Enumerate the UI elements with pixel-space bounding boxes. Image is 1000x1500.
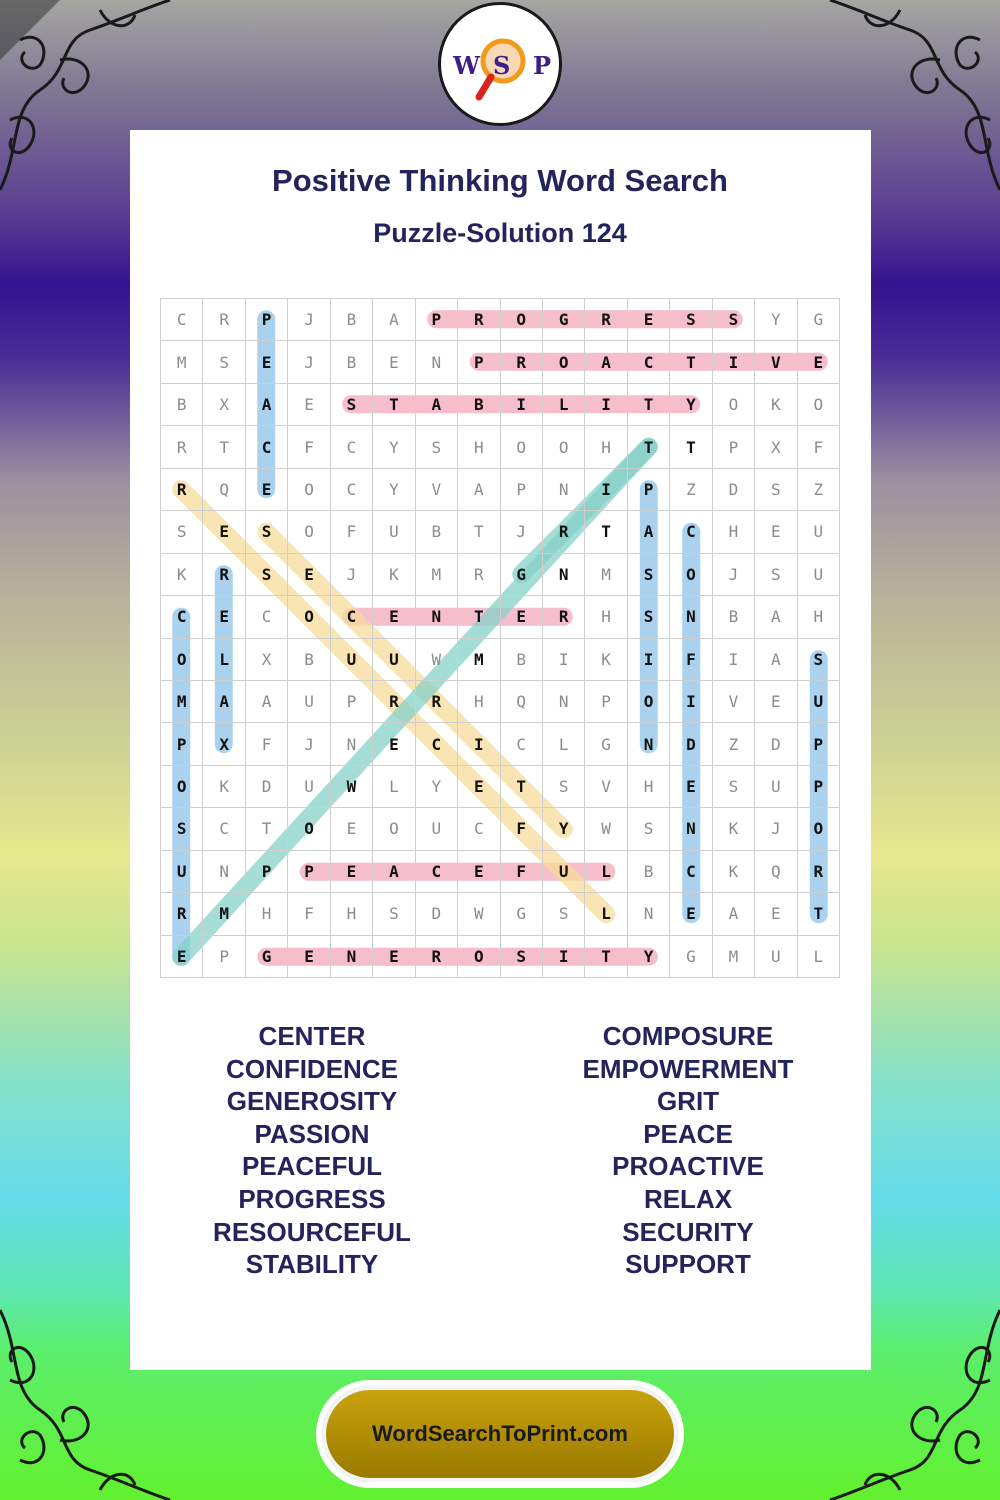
grid-cell: T bbox=[203, 426, 245, 468]
grid-cell: U bbox=[798, 511, 840, 553]
grid-cell: O bbox=[161, 766, 203, 808]
grid-cell: Z bbox=[798, 469, 840, 511]
grid-cell: U bbox=[331, 639, 373, 681]
grid-cell: A bbox=[246, 681, 288, 723]
grid-cell: E bbox=[203, 596, 245, 638]
word-list-item: COMPOSURE bbox=[602, 1021, 774, 1051]
grid-cell: V bbox=[755, 341, 797, 383]
letter-grid bbox=[160, 298, 840, 978]
grid-cell: S bbox=[628, 596, 670, 638]
grid-cell: J bbox=[288, 341, 330, 383]
grid-cell: T bbox=[246, 808, 288, 850]
grid-cell: P bbox=[246, 299, 288, 341]
grid-cell: E bbox=[458, 851, 500, 893]
grid-cell: R bbox=[798, 851, 840, 893]
grid-cell: I bbox=[458, 723, 500, 765]
grid-cell: J bbox=[755, 808, 797, 850]
grid-cell: E bbox=[288, 936, 330, 978]
grid-cell: M bbox=[585, 554, 627, 596]
grid-cell: I bbox=[585, 384, 627, 426]
site-link-button[interactable]: WordSearchToPrint.com bbox=[322, 1386, 678, 1482]
logo-letter-s: S bbox=[493, 51, 511, 80]
grid-cell: I bbox=[713, 341, 755, 383]
grid-cell: I bbox=[501, 384, 543, 426]
grid-cell: E bbox=[755, 511, 797, 553]
grid-cell: F bbox=[331, 511, 373, 553]
grid-cell: G bbox=[501, 554, 543, 596]
grid-cell: E bbox=[331, 851, 373, 893]
grid-cell: X bbox=[246, 639, 288, 681]
grid-cell: C bbox=[161, 596, 203, 638]
grid-cell: R bbox=[458, 554, 500, 596]
word-list-right bbox=[538, 1020, 838, 1281]
grid-cell: E bbox=[161, 936, 203, 978]
grid-cell: F bbox=[288, 893, 330, 935]
grid-cell: X bbox=[203, 723, 245, 765]
grid-cell: S bbox=[246, 554, 288, 596]
grid-cell: P bbox=[203, 936, 245, 978]
grid-cell: E bbox=[373, 341, 415, 383]
grid-cell: S bbox=[628, 808, 670, 850]
grid-cell: H bbox=[458, 681, 500, 723]
grid-cell: N bbox=[416, 341, 458, 383]
grid-cell: S bbox=[543, 766, 585, 808]
logo-letter-p: P bbox=[533, 51, 552, 80]
grid-cell: K bbox=[585, 639, 627, 681]
grid-cell: N bbox=[543, 681, 585, 723]
grid-cell: O bbox=[628, 681, 670, 723]
grid-cell: F bbox=[501, 808, 543, 850]
word-list-item: GENEROSITY bbox=[226, 1086, 398, 1117]
grid-cell: H bbox=[713, 511, 755, 553]
grid-cell: N bbox=[416, 596, 458, 638]
grid-cell: K bbox=[203, 766, 245, 808]
grid-cell: U bbox=[416, 808, 458, 850]
grid-cell: R bbox=[416, 681, 458, 723]
grid-cell: A bbox=[373, 851, 415, 893]
grid-cell: T bbox=[670, 426, 712, 468]
grid-cell: H bbox=[585, 596, 627, 638]
grid-cell: S bbox=[373, 893, 415, 935]
grid-cell: K bbox=[373, 554, 415, 596]
grid-cell: L bbox=[585, 851, 627, 893]
grid-cell: N bbox=[543, 469, 585, 511]
grid-cell: Y bbox=[373, 426, 415, 468]
grid-cell: E bbox=[670, 893, 712, 935]
grid-cell: P bbox=[628, 469, 670, 511]
grid-cell: M bbox=[161, 681, 203, 723]
grid-cell: C bbox=[246, 596, 288, 638]
grid-cell: E bbox=[458, 766, 500, 808]
grid-cell: Y bbox=[373, 469, 415, 511]
grid-cell: E bbox=[755, 681, 797, 723]
grid-cell: O bbox=[543, 426, 585, 468]
grid-cell: T bbox=[585, 511, 627, 553]
grid-cell: D bbox=[416, 893, 458, 935]
word-list-item: SUPPORT bbox=[625, 1249, 751, 1280]
grid-cell: C bbox=[203, 808, 245, 850]
grid-cell: A bbox=[585, 341, 627, 383]
grid-cell: B bbox=[288, 639, 330, 681]
grid-cell: W bbox=[331, 766, 373, 808]
grid-cell: B bbox=[713, 596, 755, 638]
grid-cell: N bbox=[628, 893, 670, 935]
grid-cell: E bbox=[246, 341, 288, 383]
grid-cell: G bbox=[543, 299, 585, 341]
grid-cell: E bbox=[373, 596, 415, 638]
grid-cell: O bbox=[161, 639, 203, 681]
grid-cell: J bbox=[288, 723, 330, 765]
grid-cell: B bbox=[458, 384, 500, 426]
grid-cell: V bbox=[585, 766, 627, 808]
grid-cell: L bbox=[543, 723, 585, 765]
grid-cell: E bbox=[798, 341, 840, 383]
grid-cell: J bbox=[501, 511, 543, 553]
grid-cell: S bbox=[713, 299, 755, 341]
grid-cell: L bbox=[203, 639, 245, 681]
grid-cell: L bbox=[373, 766, 415, 808]
grid-cell: T bbox=[458, 596, 500, 638]
grid-cell: L bbox=[543, 384, 585, 426]
grid-cell: I bbox=[713, 639, 755, 681]
grid-cell: S bbox=[543, 893, 585, 935]
grid-cell: W bbox=[416, 639, 458, 681]
grid-cell: G bbox=[798, 299, 840, 341]
grid-cell: Q bbox=[501, 681, 543, 723]
grid-cell: L bbox=[798, 936, 840, 978]
grid-cell: F bbox=[501, 851, 543, 893]
grid-cell: N bbox=[628, 723, 670, 765]
grid-cell: E bbox=[331, 808, 373, 850]
grid-cell: F bbox=[246, 723, 288, 765]
grid-cell: P bbox=[331, 681, 373, 723]
grid-cell: E bbox=[670, 766, 712, 808]
grid-cell: A bbox=[628, 511, 670, 553]
grid-cell: S bbox=[416, 426, 458, 468]
word-list-item: CENTER bbox=[258, 1021, 366, 1051]
grid-cell: J bbox=[288, 299, 330, 341]
grid-cell: R bbox=[161, 426, 203, 468]
word-list-item: STABILITY bbox=[245, 1249, 379, 1280]
grid-cell: G bbox=[585, 723, 627, 765]
grid-cell: B bbox=[628, 851, 670, 893]
grid-cell: C bbox=[670, 851, 712, 893]
grid-cell: U bbox=[161, 851, 203, 893]
grid-cell: U bbox=[288, 766, 330, 808]
grid-cell: S bbox=[755, 554, 797, 596]
grid-cell: S bbox=[798, 639, 840, 681]
grid-cell: E bbox=[288, 384, 330, 426]
grid-cell: E bbox=[373, 936, 415, 978]
word-list-item: PEACE bbox=[643, 1118, 733, 1149]
grid-cell: T bbox=[628, 384, 670, 426]
grid-cell: P bbox=[713, 426, 755, 468]
page-subtitle: Puzzle-Solution 124 bbox=[373, 218, 627, 248]
grid-cell: E bbox=[373, 723, 415, 765]
grid-cell: Y bbox=[628, 936, 670, 978]
grid-cell: V bbox=[713, 681, 755, 723]
grid-cell: R bbox=[501, 341, 543, 383]
grid-cell: P bbox=[798, 766, 840, 808]
grid-cell: N bbox=[670, 596, 712, 638]
grid-cell: J bbox=[713, 554, 755, 596]
grid-cell: O bbox=[798, 808, 840, 850]
grid-cell: D bbox=[755, 723, 797, 765]
grid-cell: S bbox=[161, 511, 203, 553]
grid-cell: R bbox=[585, 299, 627, 341]
grid-cell: F bbox=[288, 426, 330, 468]
grid-cell: K bbox=[161, 554, 203, 596]
grid-cell: V bbox=[416, 469, 458, 511]
grid-cell: P bbox=[288, 851, 330, 893]
grid-cell: K bbox=[713, 851, 755, 893]
grid-cell: O bbox=[713, 384, 755, 426]
grid-cell: O bbox=[373, 808, 415, 850]
grid-cell: M bbox=[713, 936, 755, 978]
grid-cell: Y bbox=[670, 384, 712, 426]
grid-cell: T bbox=[585, 936, 627, 978]
grid-cell: P bbox=[585, 681, 627, 723]
grid-cell: C bbox=[331, 426, 373, 468]
grid-cell: R bbox=[373, 681, 415, 723]
word-list-item: RELAX bbox=[643, 1183, 733, 1214]
grid-cell: R bbox=[161, 893, 203, 935]
grid-cell: G bbox=[670, 936, 712, 978]
grid-cell: B bbox=[331, 299, 373, 341]
grid-cell: P bbox=[161, 723, 203, 765]
grid-cell: U bbox=[798, 681, 840, 723]
grid-cell: D bbox=[713, 469, 755, 511]
grid-cell: N bbox=[331, 723, 373, 765]
grid-cell: H bbox=[458, 426, 500, 468]
grid-cell: C bbox=[416, 851, 458, 893]
grid-cell: R bbox=[543, 596, 585, 638]
grid-cell: A bbox=[458, 469, 500, 511]
grid-cell: Z bbox=[713, 723, 755, 765]
grid-cell: A bbox=[203, 681, 245, 723]
grid-cell: C bbox=[670, 511, 712, 553]
grid-cell: O bbox=[288, 596, 330, 638]
grid-cell: G bbox=[246, 936, 288, 978]
grid-cell: C bbox=[458, 808, 500, 850]
word-list-item: GRIT bbox=[656, 1086, 720, 1117]
grid-cell: Y bbox=[755, 299, 797, 341]
grid-cell: I bbox=[543, 936, 585, 978]
grid-cell: E bbox=[628, 299, 670, 341]
grid-cell: U bbox=[288, 681, 330, 723]
grid-cell: R bbox=[203, 554, 245, 596]
grid-cell: C bbox=[628, 341, 670, 383]
grid-cell: W bbox=[585, 808, 627, 850]
grid-cell: S bbox=[755, 469, 797, 511]
grid-cell: O bbox=[543, 341, 585, 383]
word-list-item: PEACEFUL bbox=[241, 1151, 383, 1182]
grid-cell: O bbox=[798, 384, 840, 426]
grid-cell: Z bbox=[670, 469, 712, 511]
grid-cell: C bbox=[416, 723, 458, 765]
grid-cell: N bbox=[331, 936, 373, 978]
grid-cell: N bbox=[543, 554, 585, 596]
grid-cell: S bbox=[713, 766, 755, 808]
grid-cell: F bbox=[798, 426, 840, 468]
grid-cell: C bbox=[331, 469, 373, 511]
grid-cell: G bbox=[501, 893, 543, 935]
grid-cell: P bbox=[416, 299, 458, 341]
grid-cell: P bbox=[458, 341, 500, 383]
grid-cell: S bbox=[246, 511, 288, 553]
grid-cell: O bbox=[458, 936, 500, 978]
grid-cell: O bbox=[670, 554, 712, 596]
grid-cell: C bbox=[331, 596, 373, 638]
word-list-item: CONFIDENCE bbox=[226, 1053, 398, 1084]
grid-cell: R bbox=[203, 299, 245, 341]
grid-cell: E bbox=[288, 554, 330, 596]
grid-cell: T bbox=[373, 384, 415, 426]
grid-cell: P bbox=[798, 723, 840, 765]
grid-cell: P bbox=[501, 469, 543, 511]
grid-cell: R bbox=[458, 299, 500, 341]
grid-cell: Y bbox=[543, 808, 585, 850]
grid-cell: A bbox=[416, 384, 458, 426]
grid-cell: C bbox=[246, 426, 288, 468]
word-list-item: SECURITY bbox=[622, 1216, 754, 1247]
grid-cell: I bbox=[628, 639, 670, 681]
grid-cell: C bbox=[161, 299, 203, 341]
grid-cell: Y bbox=[416, 766, 458, 808]
grid-cell: M bbox=[458, 639, 500, 681]
grid-cell: I bbox=[670, 681, 712, 723]
grid-cell: A bbox=[755, 596, 797, 638]
grid-cell: Q bbox=[755, 851, 797, 893]
grid-cell: T bbox=[458, 511, 500, 553]
grid-cell: A bbox=[373, 299, 415, 341]
grid-cell: S bbox=[161, 808, 203, 850]
logo-letter-w: W bbox=[453, 51, 480, 80]
grid-cell: O bbox=[288, 469, 330, 511]
grid-cell: S bbox=[628, 554, 670, 596]
grid-cell: M bbox=[203, 893, 245, 935]
grid-cell: I bbox=[585, 469, 627, 511]
grid-cell: B bbox=[416, 511, 458, 553]
grid-cell: K bbox=[755, 384, 797, 426]
grid-cell: S bbox=[501, 936, 543, 978]
grid-cell: O bbox=[501, 299, 543, 341]
grid-cell: S bbox=[203, 341, 245, 383]
grid-cell: J bbox=[331, 554, 373, 596]
grid-cell: C bbox=[501, 723, 543, 765]
grid-cell: R bbox=[543, 511, 585, 553]
grid-cell: R bbox=[416, 936, 458, 978]
grid-cell: H bbox=[331, 893, 373, 935]
grid-cell: R bbox=[161, 469, 203, 511]
grid-cell: U bbox=[798, 554, 840, 596]
word-list-item: PROGRESS bbox=[238, 1183, 386, 1214]
grid-cell: E bbox=[501, 596, 543, 638]
grid-cell: M bbox=[161, 341, 203, 383]
wsp-logo bbox=[438, 2, 562, 126]
grid-cell: H bbox=[246, 893, 288, 935]
grid-cell: S bbox=[670, 299, 712, 341]
grid-cell: E bbox=[755, 893, 797, 935]
grid-cell: A bbox=[755, 639, 797, 681]
grid-cell: H bbox=[585, 426, 627, 468]
grid-cell: A bbox=[713, 893, 755, 935]
word-list-item: PROACTIVE bbox=[612, 1151, 764, 1182]
grid-cell: P bbox=[246, 851, 288, 893]
grid-cell: E bbox=[203, 511, 245, 553]
grid-cell: X bbox=[203, 384, 245, 426]
grid-cell: O bbox=[501, 426, 543, 468]
grid-cell: M bbox=[416, 554, 458, 596]
grid-cell: Q bbox=[203, 469, 245, 511]
grid-cell: A bbox=[246, 384, 288, 426]
grid-cell: N bbox=[670, 808, 712, 850]
word-list-item: PASSION bbox=[254, 1118, 370, 1149]
grid-cell: O bbox=[288, 808, 330, 850]
grid-cell: B bbox=[501, 639, 543, 681]
grid-cell: U bbox=[755, 766, 797, 808]
grid-cell: U bbox=[543, 851, 585, 893]
grid-cell: W bbox=[458, 893, 500, 935]
word-list-left bbox=[162, 1020, 462, 1281]
grid-cell: T bbox=[628, 426, 670, 468]
grid-cell: S bbox=[331, 384, 373, 426]
page-title: Positive Thinking Word Search bbox=[272, 163, 728, 198]
word-list-item: EMPOWERMENT bbox=[582, 1053, 794, 1084]
grid-cell: D bbox=[670, 723, 712, 765]
grid-cell: U bbox=[373, 511, 415, 553]
grid-cell: D bbox=[246, 766, 288, 808]
grid-cell: L bbox=[585, 893, 627, 935]
grid-cell: H bbox=[798, 596, 840, 638]
grid-cell: E bbox=[246, 469, 288, 511]
word-list-item: RESOURCEFUL bbox=[213, 1216, 411, 1247]
grid-cell: I bbox=[543, 639, 585, 681]
grid-cell: H bbox=[628, 766, 670, 808]
grid-cell: B bbox=[161, 384, 203, 426]
grid-cell: B bbox=[331, 341, 373, 383]
grid-cell: U bbox=[755, 936, 797, 978]
grid-cell: T bbox=[670, 341, 712, 383]
grid-cell: N bbox=[203, 851, 245, 893]
grid-cell: U bbox=[373, 639, 415, 681]
grid-cell: T bbox=[501, 766, 543, 808]
grid-cell: T bbox=[798, 893, 840, 935]
grid-cell: X bbox=[755, 426, 797, 468]
grid-cell: K bbox=[713, 808, 755, 850]
grid-cell: F bbox=[670, 639, 712, 681]
grid-cell: O bbox=[288, 511, 330, 553]
